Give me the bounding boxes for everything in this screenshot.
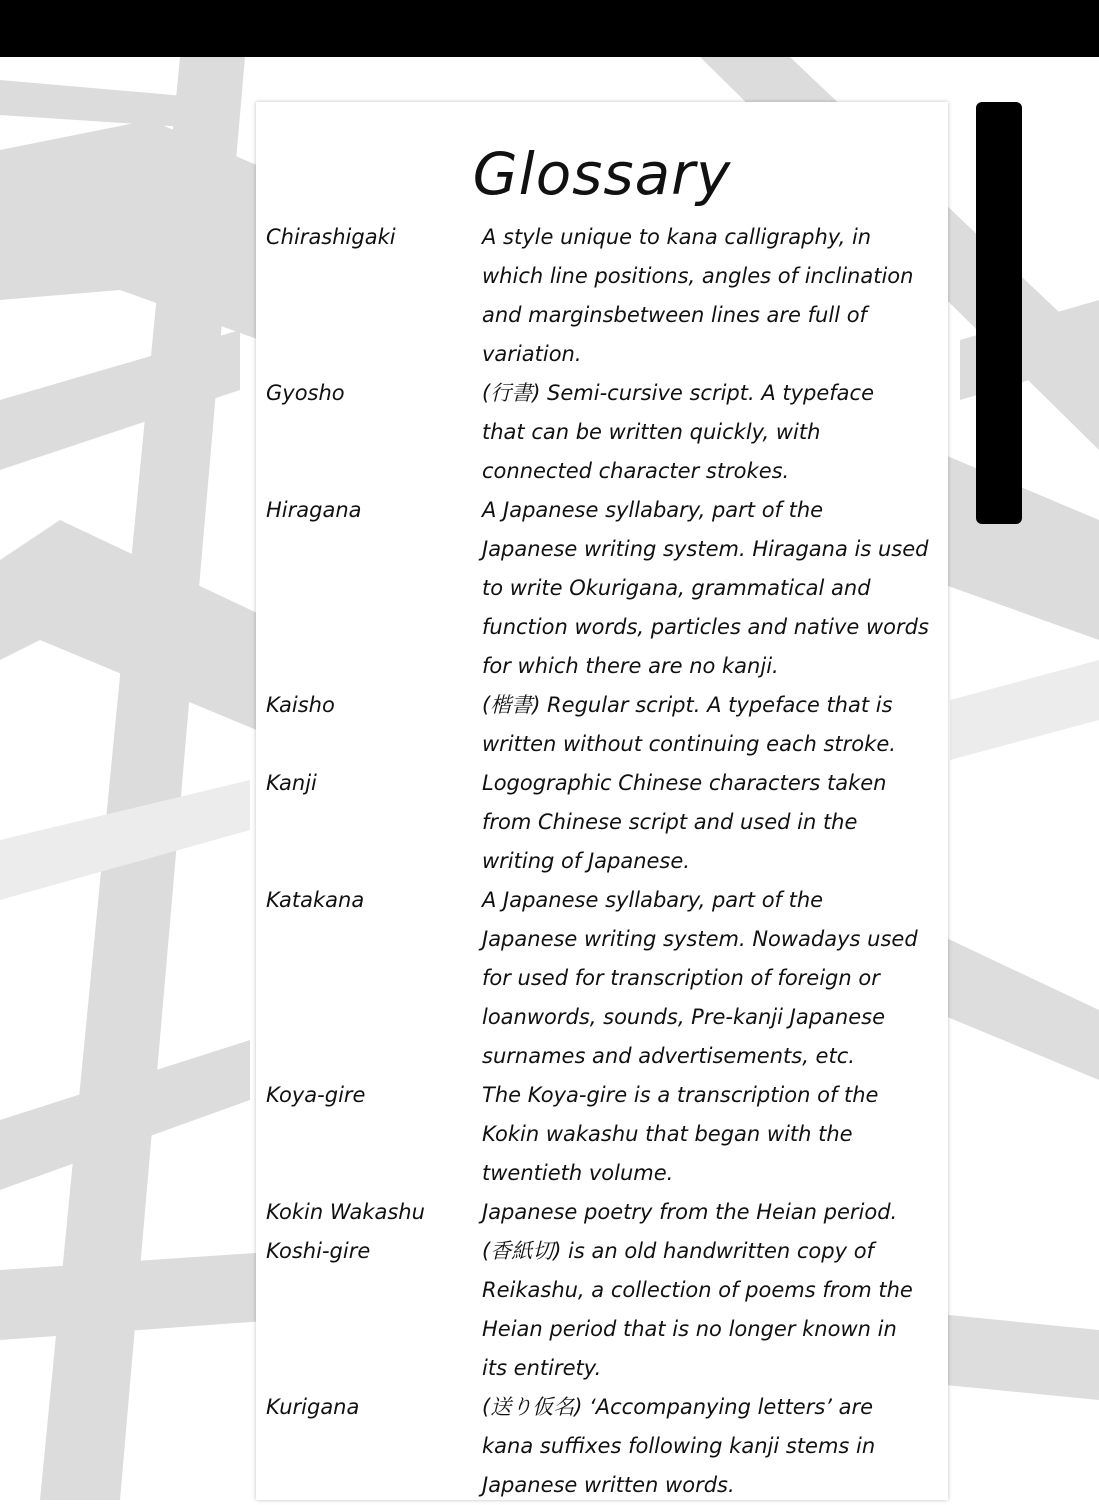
definition-line: The Koya-gire is a transcription of the xyxy=(482,1083,879,1107)
definition-line: Logographic Chinese characters taken xyxy=(482,771,887,795)
definition-line: writing of Japanese. xyxy=(482,849,690,873)
definition-line: A Japanese syllabary, part of the xyxy=(482,888,824,912)
definition-line: Heian period that is no longer known in xyxy=(482,1317,897,1341)
glossary-term: Hiragana xyxy=(266,498,362,522)
glossary-term: Gyosho xyxy=(266,381,345,405)
glossary-definition xyxy=(482,1232,942,1388)
definition-line: from Chinese script and used in the xyxy=(482,810,858,834)
glossary-entry xyxy=(266,686,942,764)
definition-line: that can be written quickly, with xyxy=(482,420,821,444)
glossary-entry xyxy=(266,491,942,686)
definition-line: which line positions, angles of inclination xyxy=(482,264,914,288)
glossary-term: Koya-gire xyxy=(266,1083,366,1107)
definition-line: Japanese writing system. Nowadays used xyxy=(482,927,918,951)
definition-line: loanwords, sounds, Pre-kanji Japanese xyxy=(482,1005,885,1029)
definition-line: connected character strokes. xyxy=(482,459,790,483)
definition-line: Japanese poetry from the Heian period. xyxy=(482,1200,898,1224)
definition-line: Japanese written words. xyxy=(482,1473,735,1497)
glossary-term: Kaisho xyxy=(266,693,335,717)
definition-line: (行書) Semi-cursive script. A typeface xyxy=(482,381,875,405)
definition-line: written without continuing each stroke. xyxy=(482,732,896,756)
glossary-entry xyxy=(266,1076,942,1193)
definition-line: and marginsbetween lines are full of xyxy=(482,303,867,327)
glossary-definition xyxy=(482,764,942,881)
page-title: Glossary xyxy=(472,140,732,208)
definition-line: surnames and advertisements, etc. xyxy=(482,1044,855,1068)
definition-line: twentieth volume. xyxy=(482,1161,674,1185)
definition-line: variation. xyxy=(482,342,582,366)
definition-line: Reikashu, a collection of poems from the xyxy=(482,1278,913,1302)
definition-line: (香紙切) is an old handwritten copy of xyxy=(482,1239,874,1263)
glossary-term: Chirashigaki xyxy=(266,225,396,249)
definition-line: for which there are no kanji. xyxy=(482,654,779,678)
top-bar xyxy=(0,0,1099,57)
definition-line: kana suffixes following kanji stems in xyxy=(482,1434,876,1458)
definition-line: A style unique to kana calligraphy, in xyxy=(482,225,872,249)
glossary-entry xyxy=(266,374,942,491)
glossary-entry xyxy=(266,218,942,374)
definition-line: to write Okurigana, grammatical and xyxy=(482,576,871,600)
glossary-definition xyxy=(482,881,942,1076)
brush-stroke xyxy=(950,660,1099,760)
definition-line: A Japanese syllabary, part of the xyxy=(482,498,824,522)
glossary-definition xyxy=(482,1076,942,1193)
glossary-entry xyxy=(266,764,942,881)
definition-line: (楷書) Regular script. A typeface that is xyxy=(482,693,893,717)
glossary-definition xyxy=(482,491,942,686)
glossary-list xyxy=(266,218,942,1505)
glossary-definition xyxy=(482,686,942,764)
definition-line: (送り仮名) ‘Accompanying letters’ are xyxy=(482,1395,874,1419)
glossary-definition xyxy=(482,1193,942,1232)
glossary-definition xyxy=(482,374,942,491)
scrollbar-thumb[interactable] xyxy=(976,102,1022,524)
glossary-term: Kanji xyxy=(266,771,317,795)
glossary-term: Kurigana xyxy=(266,1395,360,1419)
definition-line: its entirety. xyxy=(482,1356,602,1380)
glossary-term: Kokin Wakashu xyxy=(266,1200,425,1224)
glossary-entry xyxy=(266,881,942,1076)
definition-line: function words, particles and native words xyxy=(482,615,929,639)
glossary-entry xyxy=(266,1388,942,1505)
definition-line: Kokin wakashu that began with the xyxy=(482,1122,853,1146)
glossary-term: Katakana xyxy=(266,888,365,912)
glossary-definition xyxy=(482,1388,942,1505)
glossary-entry xyxy=(266,1193,942,1232)
definition-line: Japanese writing system. Hiragana is used xyxy=(482,537,929,561)
glossary-definition xyxy=(482,218,942,374)
glossary-entry xyxy=(266,1232,942,1388)
glossary-term: Koshi-gire xyxy=(266,1239,371,1263)
definition-line: for used for transcription of foreign or xyxy=(482,966,880,990)
